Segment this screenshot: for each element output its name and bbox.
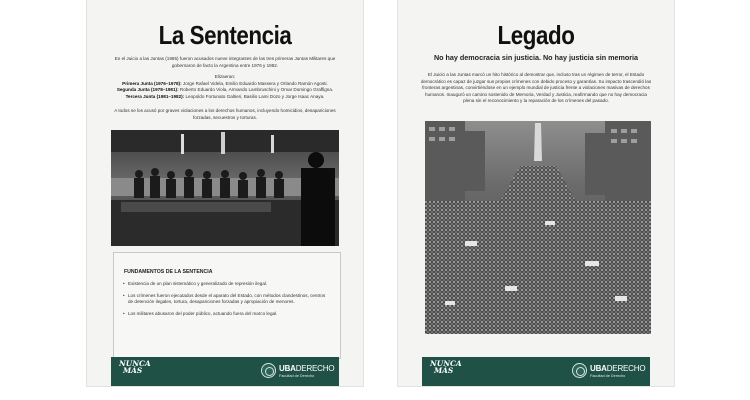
nunca-mas-logo: NUNCA MÁS: [430, 359, 462, 375]
intro-text: El Juicio a las Juntas marcó un hito histórico al demostrar que, incluso tras un régimen de terror, el Estado democrático es capaz de juzgar sus propios crímenes con debido proceso y garantías. Su impacto trascendió las fronteras argentinas, convirtiéndose en un ejemplo mundial de justicia frente a violaciones masivas de derechos humanos. Inauguró un camino sostenido de Memoria, Verdad y Justicia, reafirmando que no hay democracia plena sin el reconocimiento y la reparación de los crímenes del pasado.: [420, 72, 652, 104]
fundamentos-list: [124, 281, 330, 318]
intro-text: En el Juicio a las Juntas (1985) fueron acusados nueve integrantes de las tres primeras Juntas Militares que gobernaron de facto la Argentina entre 1976 y 1982.: [114, 56, 336, 68]
list-item: • Existencia de un plan sistemático y generalizado de represión ilegal.: [124, 281, 330, 288]
crowd-photo: [425, 121, 651, 334]
panel-title: La Sentencia: [158, 20, 292, 50]
faculty-label: Facultad de Derecho: [590, 374, 626, 378]
list-item: • Los militares abusaron del poder público, actuando fuera del marco legal.: [124, 311, 330, 318]
uba-derecho-logo: UBADERECHO: [279, 364, 335, 373]
acusados-text: A todos se los acusó por graves violaciones a los derechos humanos, incluyendo homicidios, desapariciones forzadas, secuestros y torturas.: [114, 108, 336, 120]
uba-seal-icon: [572, 363, 587, 378]
panel-la-sentencia: [87, 0, 363, 386]
junta-label: Tercera Junta (1981–1982):: [125, 93, 185, 99]
courtroom-photo: [111, 130, 339, 246]
panel-legado: [398, 0, 674, 386]
fundamentos-title: FUNDAMENTOS DE LA SENTENCIA: [124, 269, 213, 275]
uba-seal-icon: [261, 363, 276, 378]
fundamentos-box: [113, 252, 341, 359]
footer-bar: [422, 357, 650, 386]
junta-label: Segunda Junta (1978–1981):: [116, 87, 179, 93]
junta-members: Roberto Eduardo Viola, Armando Lambruschini y Omar Domingo Graffigna.: [179, 87, 334, 93]
panel-subtitle: No hay democracia sin justicia. No hay justicia sin memoria: [433, 53, 639, 62]
faculty-label: Facultad de Derecho: [279, 374, 315, 378]
juntas-list: [105, 74, 345, 100]
junta-label: Primera Junta (1976–1978):: [122, 80, 182, 86]
junta-row: [105, 94, 345, 101]
junta-members: Leopoldo Fortunato Galtieri, Basilio Lami Dozo y Jorge Isaac Anaya.: [185, 93, 325, 99]
juntas-label: Elizaeran:: [214, 74, 236, 79]
footer-bar: [111, 357, 339, 386]
junta-members: Jorge Rafael Videla, Emilio Eduardo Massera y Orlando Ramón Agosti.: [182, 80, 328, 86]
panel-title: Legado: [497, 20, 575, 50]
nunca-mas-logo: NUNCA MÁS: [119, 359, 151, 375]
uba-derecho-logo: UBADERECHO: [590, 364, 646, 373]
list-item: • Los crímenes fueron ejecutados desde el aparato del Estado, con métodos clandestinos, centros de detención ilegales, tortura, desapariciones forzadas y apropiación de menores.: [124, 293, 330, 306]
